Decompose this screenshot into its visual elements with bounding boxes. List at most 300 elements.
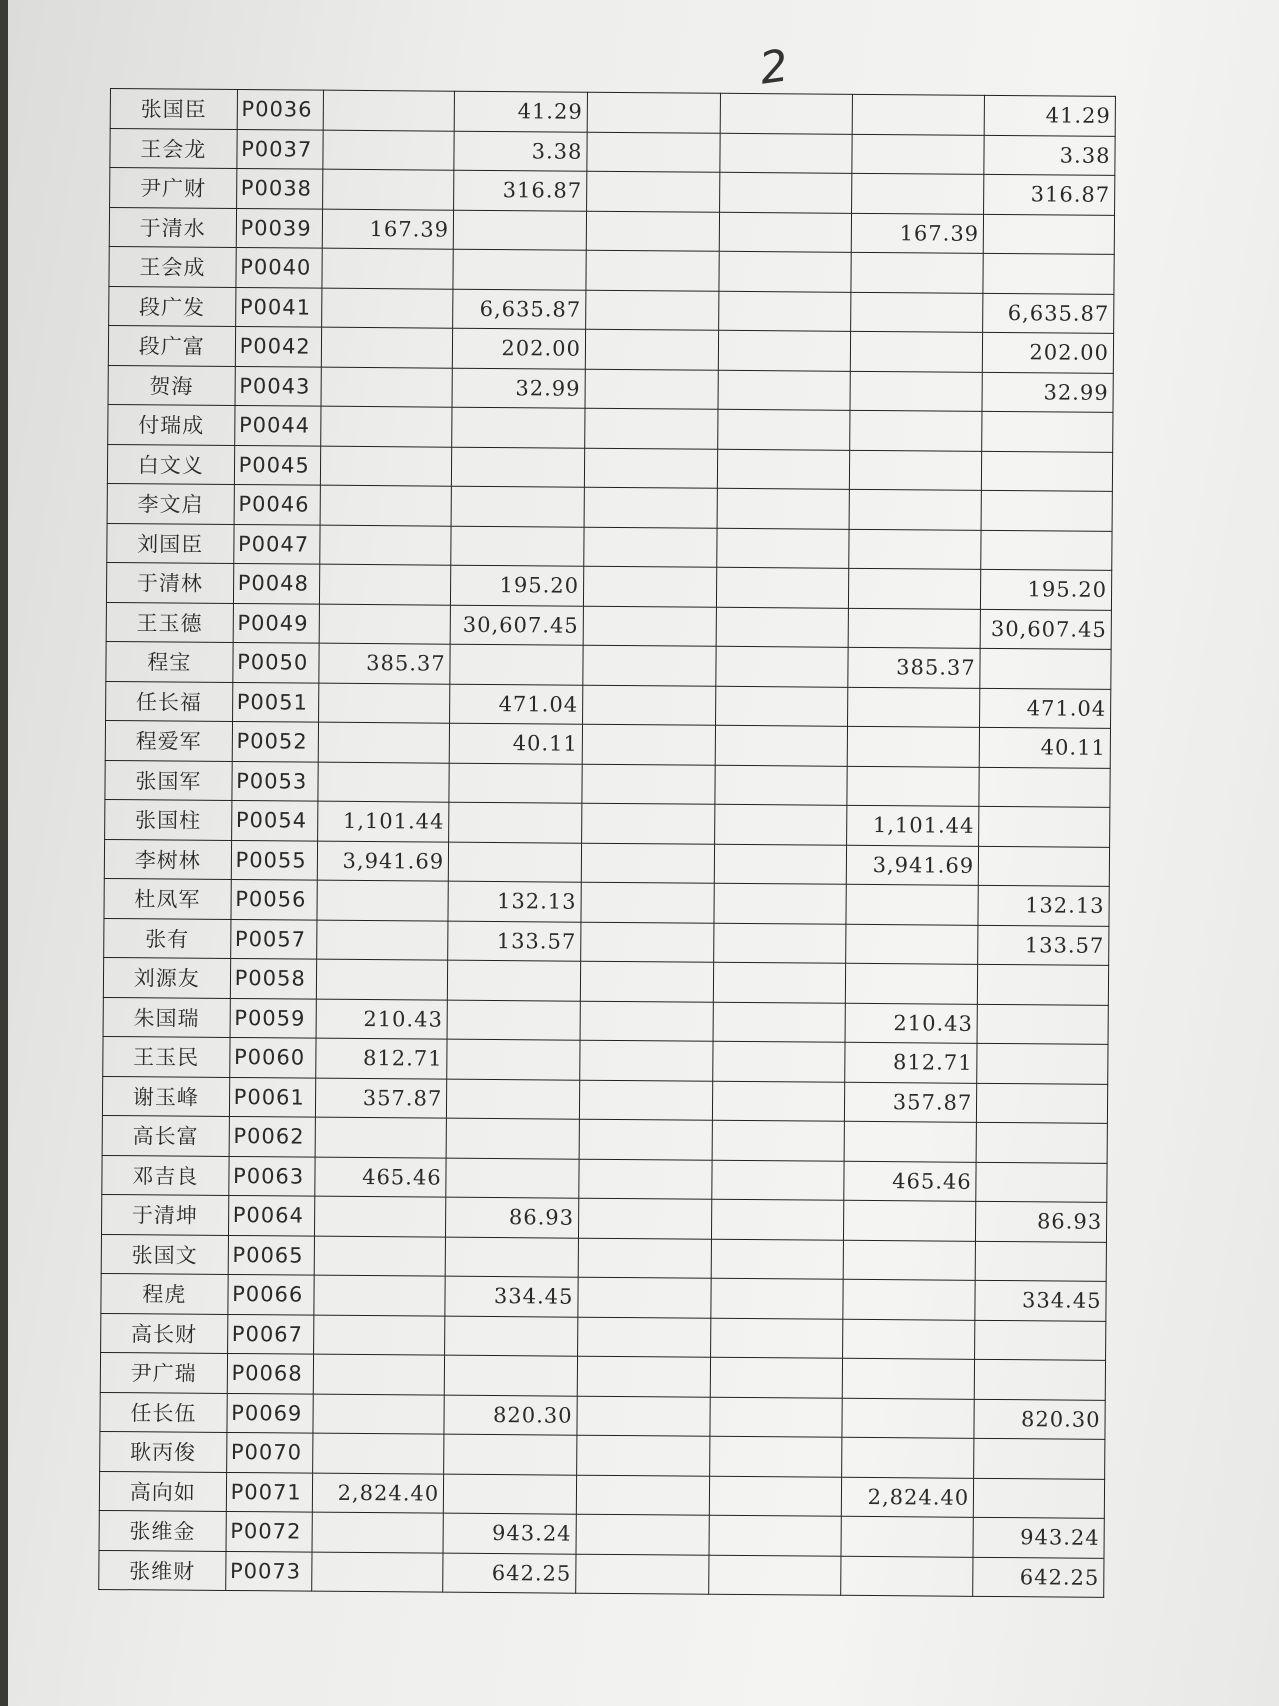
amount-col-5-cell bbox=[844, 1240, 976, 1281]
empty-col-4-cell bbox=[710, 1397, 843, 1438]
amount-col-2-cell: 32.99 bbox=[452, 368, 585, 409]
empty-col-4-cell bbox=[711, 1199, 844, 1240]
empty-col-3-cell bbox=[577, 1396, 710, 1437]
name-cell: 程虎 bbox=[101, 1273, 228, 1313]
amount-col-5-cell bbox=[848, 687, 980, 728]
code-cell: P0037 bbox=[237, 129, 324, 169]
code-cell: P0072 bbox=[226, 1511, 313, 1551]
amount-col-5-cell: 210.43 bbox=[845, 1003, 977, 1044]
empty-col-3-cell bbox=[576, 1475, 709, 1516]
amount-col-6-cell: 6,635.87 bbox=[983, 293, 1114, 334]
amount-col-5-cell bbox=[851, 292, 983, 333]
amount-col-1-cell: 465.46 bbox=[315, 1157, 446, 1198]
ledger-table bbox=[98, 88, 1116, 1598]
amount-col-5-cell: 2,824.40 bbox=[842, 1477, 974, 1518]
amount-col-2-cell bbox=[446, 1118, 579, 1159]
amount-col-2-cell: 316.87 bbox=[454, 170, 587, 211]
name-cell: 王会龙 bbox=[110, 128, 237, 168]
empty-col-4-cell bbox=[719, 251, 852, 292]
empty-col-4-cell bbox=[711, 1239, 844, 1280]
empty-col-4-cell bbox=[713, 1002, 846, 1043]
amount-col-6-cell: 202.00 bbox=[983, 332, 1114, 373]
name-cell: 耿丙俊 bbox=[100, 1431, 227, 1471]
amount-col-1-cell bbox=[315, 1236, 446, 1277]
amount-col-6-cell: 32.99 bbox=[982, 372, 1113, 413]
amount-col-5-cell: 385.37 bbox=[848, 647, 980, 688]
name-cell: 谢玉峰 bbox=[102, 1076, 229, 1116]
amount-col-5-cell bbox=[851, 331, 983, 372]
empty-col-3-cell bbox=[577, 1356, 710, 1397]
amount-col-5-cell bbox=[851, 252, 983, 293]
code-cell: P0059 bbox=[230, 998, 317, 1038]
empty-col-3-cell bbox=[578, 1198, 711, 1239]
amount-col-5-cell bbox=[841, 1556, 973, 1597]
empty-col-4-cell bbox=[715, 765, 848, 806]
empty-col-3-cell bbox=[587, 92, 720, 133]
amount-col-2-cell bbox=[445, 1316, 578, 1357]
amount-col-1-cell bbox=[314, 1354, 445, 1395]
amount-col-5-cell: 3,941.69 bbox=[847, 845, 979, 886]
amount-col-6-cell bbox=[974, 1438, 1105, 1479]
empty-col-3-cell bbox=[576, 1514, 709, 1555]
name-cell: 任长福 bbox=[106, 681, 233, 721]
amount-col-2-cell: 195.20 bbox=[451, 565, 584, 606]
amount-col-5-cell bbox=[843, 1279, 975, 1320]
ledger-body bbox=[99, 89, 1116, 1598]
empty-col-4-cell bbox=[712, 1081, 845, 1122]
amount-col-1-cell bbox=[324, 90, 455, 131]
name-cell: 张国文 bbox=[101, 1234, 228, 1274]
amount-col-2-cell: 86.93 bbox=[446, 1197, 579, 1238]
empty-col-4-cell bbox=[713, 923, 846, 964]
amount-col-2-cell: 132.13 bbox=[448, 881, 581, 922]
amount-col-2-cell bbox=[447, 1039, 580, 1080]
name-cell: 白文义 bbox=[107, 444, 234, 484]
amount-col-6-cell bbox=[982, 451, 1113, 492]
empty-col-3-cell bbox=[585, 369, 718, 410]
amount-col-2-cell: 6,635.87 bbox=[453, 289, 586, 330]
name-cell: 张维财 bbox=[99, 1550, 226, 1590]
code-cell: P0036 bbox=[237, 89, 324, 129]
amount-col-6-cell: 41.29 bbox=[984, 95, 1115, 136]
code-cell: P0066 bbox=[228, 1274, 315, 1314]
amount-col-2-cell: 3.38 bbox=[454, 131, 587, 172]
empty-col-3-cell bbox=[584, 487, 717, 528]
code-cell: P0054 bbox=[231, 800, 318, 840]
amount-col-2-cell bbox=[452, 447, 585, 488]
amount-col-5-cell bbox=[850, 450, 982, 491]
amount-col-6-cell bbox=[974, 1359, 1105, 1400]
amount-col-6-cell bbox=[983, 253, 1114, 294]
amount-col-2-cell bbox=[453, 249, 586, 290]
amount-col-6-cell: 471.04 bbox=[980, 688, 1111, 729]
name-cell: 张国柱 bbox=[105, 799, 232, 839]
empty-col-4-cell bbox=[708, 1555, 841, 1596]
code-cell: P0038 bbox=[236, 168, 323, 208]
amount-col-6-cell: 195.20 bbox=[981, 569, 1112, 610]
name-cell: 张国军 bbox=[105, 760, 232, 800]
code-cell: P0049 bbox=[233, 603, 320, 643]
amount-col-5-cell bbox=[852, 173, 984, 214]
empty-col-4-cell bbox=[717, 488, 850, 529]
empty-col-4-cell bbox=[716, 646, 849, 687]
name-cell: 任长伍 bbox=[100, 1392, 227, 1432]
amount-col-1-cell: 3,941.69 bbox=[318, 841, 449, 882]
code-cell: P0043 bbox=[235, 366, 322, 406]
empty-col-3-cell bbox=[583, 606, 716, 647]
name-cell: 朱国瑞 bbox=[103, 997, 230, 1037]
code-cell: P0070 bbox=[226, 1432, 313, 1472]
code-cell: P0052 bbox=[232, 721, 319, 761]
amount-col-6-cell: 3.38 bbox=[984, 135, 1115, 176]
empty-col-3-cell bbox=[581, 843, 714, 884]
amount-col-1-cell: 2,824.40 bbox=[313, 1473, 444, 1514]
amount-col-5-cell bbox=[843, 1319, 975, 1360]
amount-col-2-cell bbox=[444, 1434, 577, 1475]
amount-col-6-cell bbox=[975, 1241, 1106, 1282]
code-cell: P0068 bbox=[227, 1353, 314, 1393]
empty-col-3-cell bbox=[584, 527, 717, 568]
amount-col-1-cell bbox=[317, 959, 448, 1000]
amount-col-5-cell bbox=[849, 529, 981, 570]
empty-col-4-cell bbox=[715, 686, 848, 727]
empty-col-4-cell bbox=[716, 607, 849, 648]
amount-col-5-cell bbox=[846, 963, 978, 1004]
amount-col-5-cell: 465.46 bbox=[844, 1161, 976, 1202]
amount-col-1-cell: 385.37 bbox=[319, 643, 450, 684]
code-cell: P0050 bbox=[232, 642, 319, 682]
amount-col-5-cell bbox=[853, 94, 985, 135]
amount-col-6-cell bbox=[980, 648, 1111, 689]
code-cell: P0069 bbox=[227, 1393, 314, 1433]
code-cell: P0044 bbox=[234, 405, 321, 445]
code-cell: P0039 bbox=[236, 208, 323, 248]
empty-col-4-cell bbox=[720, 133, 853, 174]
name-cell: 高向如 bbox=[99, 1471, 226, 1511]
amount-col-1-cell bbox=[312, 1512, 443, 1553]
code-cell: P0046 bbox=[234, 484, 321, 524]
empty-col-3-cell bbox=[579, 1119, 712, 1160]
empty-col-3-cell bbox=[580, 1001, 713, 1042]
empty-col-4-cell bbox=[716, 567, 849, 608]
amount-col-6-cell bbox=[974, 1478, 1105, 1519]
amount-col-1-cell bbox=[322, 248, 453, 289]
empty-col-3-cell bbox=[581, 922, 714, 963]
amount-col-6-cell: 316.87 bbox=[984, 174, 1115, 215]
amount-col-2-cell bbox=[449, 763, 582, 804]
empty-col-3-cell bbox=[581, 882, 714, 923]
amount-col-5-cell bbox=[842, 1437, 974, 1478]
empty-col-3-cell bbox=[579, 1080, 712, 1121]
name-cell: 尹广瑞 bbox=[100, 1352, 227, 1392]
amount-col-5-cell bbox=[850, 371, 982, 412]
empty-col-3-cell bbox=[586, 290, 719, 331]
amount-col-5-cell: 167.39 bbox=[852, 213, 984, 254]
amount-col-2-cell bbox=[447, 1079, 580, 1120]
empty-col-4-cell bbox=[717, 409, 850, 450]
name-cell: 李文启 bbox=[107, 483, 234, 523]
name-cell: 于清坤 bbox=[101, 1194, 228, 1234]
amount-col-5-cell bbox=[845, 1121, 977, 1162]
amount-col-6-cell: 30,607.45 bbox=[980, 609, 1111, 650]
amount-col-1-cell bbox=[317, 920, 448, 961]
empty-col-4-cell bbox=[714, 844, 847, 885]
amount-col-5-cell bbox=[849, 568, 981, 609]
name-cell: 李树林 bbox=[104, 839, 231, 879]
code-cell: P0062 bbox=[229, 1116, 316, 1156]
amount-col-1-cell: 210.43 bbox=[316, 999, 447, 1040]
amount-col-1-cell bbox=[323, 169, 454, 210]
code-cell: P0056 bbox=[231, 879, 318, 919]
amount-col-6-cell bbox=[975, 1320, 1106, 1361]
code-cell: P0053 bbox=[232, 761, 319, 801]
amount-col-6-cell: 943.24 bbox=[973, 1517, 1104, 1558]
amount-col-6-cell: 132.13 bbox=[978, 885, 1109, 926]
empty-col-3-cell bbox=[585, 408, 718, 449]
empty-col-4-cell bbox=[718, 370, 851, 411]
amount-col-5-cell: 1,101.44 bbox=[847, 805, 979, 846]
amount-col-2-cell: 30,607.45 bbox=[450, 605, 583, 646]
code-cell: P0040 bbox=[236, 247, 323, 287]
amount-col-6-cell: 86.93 bbox=[976, 1201, 1107, 1242]
amount-col-6-cell: 820.30 bbox=[974, 1399, 1105, 1440]
amount-col-1-cell bbox=[317, 880, 448, 921]
empty-col-4-cell bbox=[712, 1120, 845, 1161]
amount-col-5-cell bbox=[842, 1398, 974, 1439]
amount-col-6-cell bbox=[978, 846, 1109, 887]
amount-col-1-cell bbox=[314, 1275, 445, 1316]
amount-col-1-cell bbox=[322, 327, 453, 368]
amount-col-2-cell bbox=[452, 407, 585, 448]
amount-col-6-cell bbox=[976, 1122, 1107, 1163]
amount-col-1-cell: 357.87 bbox=[316, 1078, 447, 1119]
amount-col-6-cell bbox=[977, 1004, 1108, 1045]
amount-col-6-cell: 40.11 bbox=[979, 727, 1110, 768]
empty-col-3-cell bbox=[582, 764, 715, 805]
amount-col-2-cell: 133.57 bbox=[448, 921, 581, 962]
code-cell: P0060 bbox=[229, 1037, 316, 1077]
amount-col-1-cell bbox=[319, 683, 450, 724]
empty-col-4-cell bbox=[716, 528, 849, 569]
amount-col-6-cell: 642.25 bbox=[973, 1557, 1104, 1598]
empty-col-3-cell bbox=[586, 250, 719, 291]
code-cell: P0057 bbox=[230, 919, 317, 959]
name-cell: 贺海 bbox=[108, 365, 235, 405]
empty-col-3-cell bbox=[583, 566, 716, 607]
empty-col-4-cell bbox=[709, 1476, 842, 1517]
amount-col-1-cell bbox=[320, 604, 451, 645]
name-cell: 于清水 bbox=[109, 207, 236, 247]
name-cell: 刘国臣 bbox=[107, 523, 234, 563]
empty-col-4-cell bbox=[710, 1318, 843, 1359]
name-cell: 高长富 bbox=[102, 1115, 229, 1155]
code-cell: P0061 bbox=[229, 1077, 316, 1117]
amount-col-2-cell: 943.24 bbox=[443, 1513, 576, 1554]
table-row bbox=[99, 1550, 1104, 1597]
amount-col-5-cell bbox=[847, 766, 979, 807]
amount-col-5-cell bbox=[850, 410, 982, 451]
empty-col-4-cell bbox=[713, 962, 846, 1003]
empty-col-3-cell bbox=[580, 961, 713, 1002]
empty-col-4-cell bbox=[717, 449, 850, 490]
empty-col-3-cell bbox=[579, 1159, 712, 1200]
empty-col-3-cell bbox=[582, 685, 715, 726]
amount-col-1-cell bbox=[323, 130, 454, 171]
amount-col-6-cell bbox=[981, 490, 1112, 531]
amount-col-5-cell bbox=[849, 608, 981, 649]
code-cell: P0071 bbox=[226, 1472, 313, 1512]
name-cell: 杜凤军 bbox=[104, 878, 231, 918]
empty-col-4-cell bbox=[714, 804, 847, 845]
amount-col-6-cell bbox=[977, 1083, 1108, 1124]
empty-col-4-cell bbox=[719, 172, 852, 213]
amount-col-2-cell bbox=[449, 802, 582, 843]
code-cell: P0048 bbox=[233, 563, 320, 603]
paper-sheet bbox=[8, 0, 1279, 1706]
handwritten-page-number: 2 bbox=[756, 40, 792, 95]
amount-col-5-cell bbox=[846, 884, 978, 925]
empty-col-3-cell bbox=[587, 132, 720, 173]
amount-col-2-cell bbox=[446, 1158, 579, 1199]
empty-col-4-cell bbox=[718, 330, 851, 371]
amount-col-6-cell bbox=[982, 411, 1113, 452]
amount-col-6-cell bbox=[979, 806, 1110, 847]
amount-col-1-cell bbox=[312, 1552, 443, 1593]
amount-col-1-cell: 167.39 bbox=[323, 209, 454, 250]
empty-col-4-cell bbox=[720, 93, 853, 134]
code-cell: P0041 bbox=[235, 287, 322, 327]
amount-col-5-cell bbox=[848, 726, 980, 767]
empty-col-3-cell bbox=[583, 645, 716, 686]
empty-col-3-cell bbox=[582, 724, 715, 765]
amount-col-2-cell bbox=[450, 644, 583, 685]
code-cell: P0051 bbox=[232, 682, 319, 722]
code-cell: P0047 bbox=[233, 524, 320, 564]
empty-col-3-cell bbox=[582, 803, 715, 844]
amount-col-1-cell bbox=[321, 446, 452, 487]
amount-col-2-cell bbox=[451, 526, 584, 567]
amount-col-2-cell bbox=[447, 1000, 580, 1041]
name-cell: 刘源友 bbox=[103, 957, 230, 997]
empty-col-3-cell bbox=[586, 171, 719, 212]
empty-col-4-cell bbox=[711, 1278, 844, 1319]
code-cell: P0073 bbox=[225, 1551, 312, 1591]
amount-col-6-cell bbox=[979, 767, 1110, 808]
ledger-sheet bbox=[98, 88, 1116, 1626]
amount-col-2-cell bbox=[444, 1355, 577, 1396]
code-cell: P0042 bbox=[235, 326, 322, 366]
empty-col-3-cell bbox=[577, 1435, 710, 1476]
code-cell: P0045 bbox=[234, 445, 321, 485]
amount-col-1-cell bbox=[316, 1117, 447, 1158]
amount-col-5-cell bbox=[841, 1516, 973, 1557]
empty-col-3-cell bbox=[585, 329, 718, 370]
amount-col-6-cell: 133.57 bbox=[978, 925, 1109, 966]
amount-col-1-cell: 812.71 bbox=[316, 1038, 447, 1079]
amount-col-2-cell: 40.11 bbox=[449, 723, 582, 764]
empty-col-3-cell bbox=[577, 1317, 710, 1358]
code-cell: P0065 bbox=[228, 1235, 315, 1275]
code-cell: P0055 bbox=[231, 840, 318, 880]
amount-col-1-cell bbox=[321, 367, 452, 408]
amount-col-1-cell bbox=[321, 485, 452, 526]
amount-col-1-cell bbox=[315, 1196, 446, 1237]
name-cell: 尹广财 bbox=[110, 168, 237, 208]
empty-col-3-cell bbox=[580, 1040, 713, 1081]
amount-col-1-cell bbox=[320, 525, 451, 566]
amount-col-5-cell bbox=[843, 1358, 975, 1399]
name-cell: 张维金 bbox=[99, 1510, 226, 1550]
empty-col-4-cell bbox=[712, 1041, 845, 1082]
amount-col-6-cell: 334.45 bbox=[975, 1280, 1106, 1321]
empty-col-3-cell bbox=[584, 448, 717, 489]
name-cell: 于清林 bbox=[106, 562, 233, 602]
empty-col-4-cell bbox=[711, 1160, 844, 1201]
amount-col-5-cell bbox=[846, 924, 978, 965]
amount-col-6-cell bbox=[978, 964, 1109, 1005]
empty-col-4-cell bbox=[715, 725, 848, 766]
name-cell: 王会成 bbox=[109, 246, 236, 286]
empty-col-3-cell bbox=[578, 1277, 711, 1318]
empty-col-4-cell bbox=[718, 291, 851, 332]
name-cell: 高长财 bbox=[101, 1313, 228, 1353]
amount-col-2-cell: 334.45 bbox=[445, 1276, 578, 1317]
empty-col-4-cell bbox=[710, 1357, 843, 1398]
code-cell: P0063 bbox=[228, 1156, 315, 1196]
empty-col-3-cell bbox=[586, 211, 719, 252]
amount-col-2-cell bbox=[448, 960, 581, 1001]
name-cell: 王玉德 bbox=[106, 602, 233, 642]
amount-col-1-cell bbox=[313, 1433, 444, 1474]
amount-col-2-cell: 41.29 bbox=[454, 91, 587, 132]
amount-col-6-cell bbox=[977, 1043, 1108, 1084]
amount-col-6-cell bbox=[981, 530, 1112, 571]
amount-col-2-cell bbox=[453, 210, 586, 251]
amount-col-1-cell bbox=[321, 406, 452, 447]
amount-col-5-cell bbox=[844, 1200, 976, 1241]
amount-col-5-cell bbox=[852, 134, 984, 175]
amount-col-1-cell bbox=[314, 1315, 445, 1356]
amount-col-5-cell: 812.71 bbox=[845, 1042, 977, 1083]
amount-col-5-cell: 357.87 bbox=[845, 1082, 977, 1123]
amount-col-2-cell: 642.25 bbox=[443, 1553, 576, 1594]
amount-col-6-cell bbox=[976, 1162, 1107, 1203]
amount-col-6-cell bbox=[983, 214, 1114, 255]
amount-col-5-cell bbox=[850, 489, 982, 530]
amount-col-2-cell: 471.04 bbox=[450, 684, 583, 725]
name-cell: 段广发 bbox=[109, 286, 236, 326]
amount-col-1-cell bbox=[319, 722, 450, 763]
amount-col-2-cell bbox=[445, 1237, 578, 1278]
empty-col-4-cell bbox=[709, 1436, 842, 1477]
amount-col-2-cell: 820.30 bbox=[444, 1395, 577, 1436]
name-cell: 王玉民 bbox=[103, 1036, 230, 1076]
amount-col-2-cell bbox=[448, 842, 581, 883]
code-cell: P0058 bbox=[230, 958, 317, 998]
amount-col-1-cell bbox=[320, 564, 451, 605]
name-cell: 张有 bbox=[104, 918, 231, 958]
amount-col-2-cell: 202.00 bbox=[452, 328, 585, 369]
empty-col-4-cell bbox=[719, 212, 852, 253]
amount-col-2-cell bbox=[451, 486, 584, 527]
name-cell: 段广富 bbox=[108, 325, 235, 365]
empty-col-3-cell bbox=[578, 1238, 711, 1279]
empty-col-3-cell bbox=[576, 1554, 709, 1595]
name-cell: 邓吉良 bbox=[102, 1155, 229, 1195]
code-cell: P0067 bbox=[227, 1314, 314, 1354]
amount-col-1-cell bbox=[313, 1394, 444, 1435]
amount-col-2-cell bbox=[443, 1474, 576, 1515]
